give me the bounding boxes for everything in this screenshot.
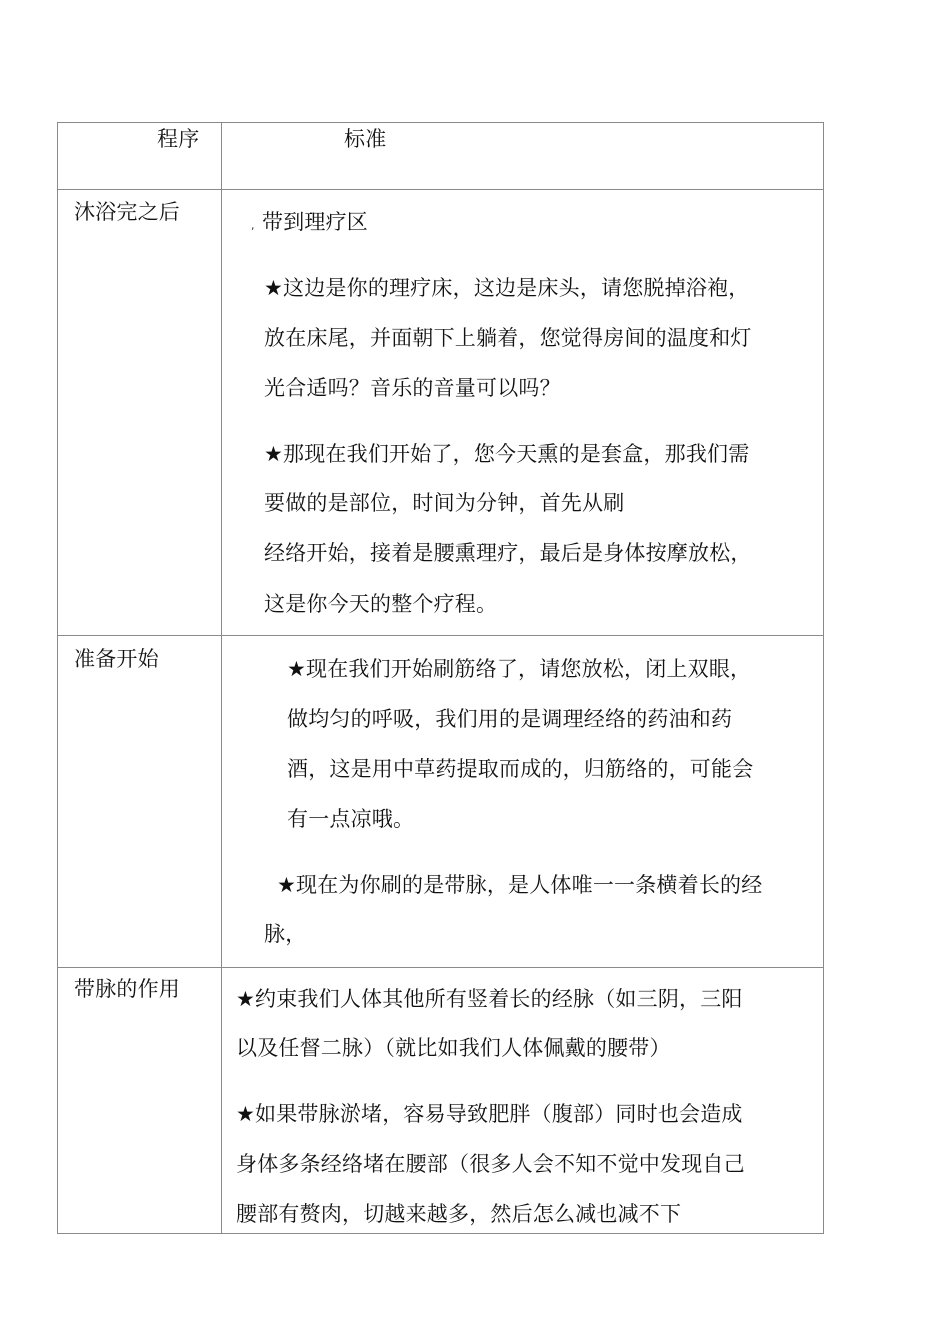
standard-line: 要做的是部位，时间为分钟，首先从刷	[264, 491, 625, 515]
standard-line: ★这边是你的理疗床，这边是床头，请您脱掉浴袍，	[264, 276, 750, 300]
header-procedure: 程序	[157, 127, 200, 151]
step-label: 带脉的作用	[74, 977, 180, 1001]
step-label: 沐浴完之后	[74, 200, 180, 224]
text-mark: ,	[251, 219, 255, 232]
standard-line: ★现在我们开始刷筋络了，请您放松，闭上双眼，	[287, 657, 752, 681]
standard-line: ★如果带脉淤堵，容易导致肥胖（腹部）同时也会造成	[236, 1102, 743, 1126]
row-divider-1	[58, 635, 823, 636]
standard-line: 这是你今天的整个疗程。	[264, 592, 498, 616]
standard-line: 做均匀的呼吸，我们用的是调理经络的药油和药	[287, 707, 733, 731]
standard-line: 以及任督二脉）（就比如我们人体佩戴的腰带）	[236, 1036, 671, 1060]
standard-line: 有一点凉哦。	[287, 807, 415, 831]
row-divider-header	[58, 189, 823, 190]
standard-line: 带到理疗区	[262, 210, 368, 234]
document-table	[57, 122, 824, 1234]
step-label: 准备开始	[74, 647, 159, 671]
standard-line: ★那现在我们开始了，您今天熏的是套盒，那我们需	[264, 442, 750, 466]
standard-line: 光合适吗？音乐的音量可以吗？	[264, 376, 561, 400]
standard-line: 脉，	[264, 922, 307, 946]
row-divider-2	[58, 967, 823, 968]
column-divider	[221, 123, 222, 1233]
standard-line: 身体多条经络堵在腰部（很多人会不知不觉中发现自己	[236, 1152, 745, 1176]
standard-line: 放在床尾，并面朝下上躺着，您觉得房间的温度和灯	[264, 326, 752, 350]
standard-line: 酒，这是用中草药提取而成的，归筋络的，可能会	[287, 757, 754, 781]
standard-line: 腰部有赘肉，切越来越多，然后怎么减也减不下	[236, 1202, 682, 1226]
header-standard: 标准	[344, 127, 387, 151]
standard-line: 经络开始，接着是腰熏理疗，最后是身体按摩放松，	[264, 541, 752, 565]
standard-line: ★约束我们人体其他所有竖着长的经脉（如三阴，三阳	[236, 987, 743, 1011]
standard-line: ★现在为你刷的是带脉，是人体唯一一条横着长的经	[277, 873, 763, 897]
